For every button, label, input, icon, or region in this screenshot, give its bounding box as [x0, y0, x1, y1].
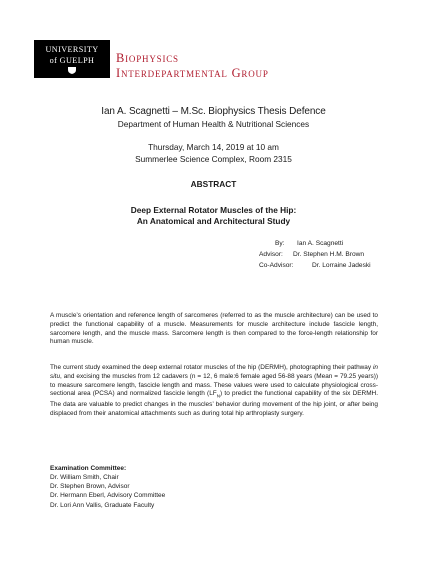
group-name-line1: Biophysics: [116, 51, 179, 65]
committee-member: Dr. William Smith, Chair: [50, 474, 119, 482]
committee-member: Dr. Hermann Eberl, Advisory Committee: [50, 492, 166, 500]
abstract-title-line2: An Anatomical and Architectural Study: [136, 216, 291, 226]
advisor-label: Advisor:: [259, 251, 283, 258]
page-title: Ian A. Scagnetti – M.Sc. Biophysics Thesis Defence: [101, 106, 326, 117]
abstract-title-line1: Deep External Rotator Muscles of the Hip:: [130, 205, 297, 215]
logo-text-line1: UNIVERSITY: [45, 45, 99, 54]
by-label: By:: [275, 240, 285, 247]
department: Department of Human Health & Nutritional Sciences: [117, 119, 310, 129]
committee-heading: Examination Committee:: [50, 465, 127, 472]
event-location: Summerlee Science Complex, Room 2315: [135, 154, 292, 164]
abstract-paragraph-1: A muscle’s orientation and reference length of sarcomeres (referred to as the muscle architecture) can be used to predict the functional capability of a muscle. Measurements for muscle architecture include fascicle length, sarcomere length, and the muscle mass. Sarcomere length is then compared to the force-length relationship for human muscle.: [50, 312, 378, 346]
abstract-heading: ABSTRACT: [190, 179, 237, 189]
abstract-paragraph-2: The current study examined the deep external rotator muscles of the hip (DERMH), photographing their pathway in situ, and excising the muscles from 12 cadavers (n = 12, 6 male:6 female aged 56-88 years (Mean = 79.25 years)) to measure sarcomere length, fascicle length and mass. These values were used to calculate physiological cross-sectional area (PCSA) and normalized fascicle length $(LF_N)$ to predict the functional capability of the six DERMH. The data are valuable to predict changes in the muscles’ behavior during movement of the hip joint, or after being displaced from their anatomical attachments such as during total hip arthroplasty surgery.: [50, 364, 378, 418]
event-date: Thursday, March 14, 2019 at 10 am: [148, 142, 279, 152]
committee-member: Dr. Lori Ann Vallis, Graduate Faculty: [50, 501, 155, 509]
coadvisor-name: Dr. Lorraine Jadeski: [312, 262, 371, 269]
crest-icon: [68, 67, 76, 74]
author-name: Ian A. Scagnetti: [297, 240, 344, 247]
advisor-name: Dr. Stephen H.M. Brown: [293, 251, 365, 258]
logo-text-line2: of GUELPH: [49, 56, 95, 65]
committee-member: Dr. Stephen Brown, Advisor: [50, 483, 130, 491]
university-logo: [34, 40, 110, 78]
group-name-line2: Interdepartmental Group: [116, 66, 269, 80]
committee-list: [50, 464, 165, 510]
coadvisor-label: Co-Advisor:: [259, 262, 294, 269]
